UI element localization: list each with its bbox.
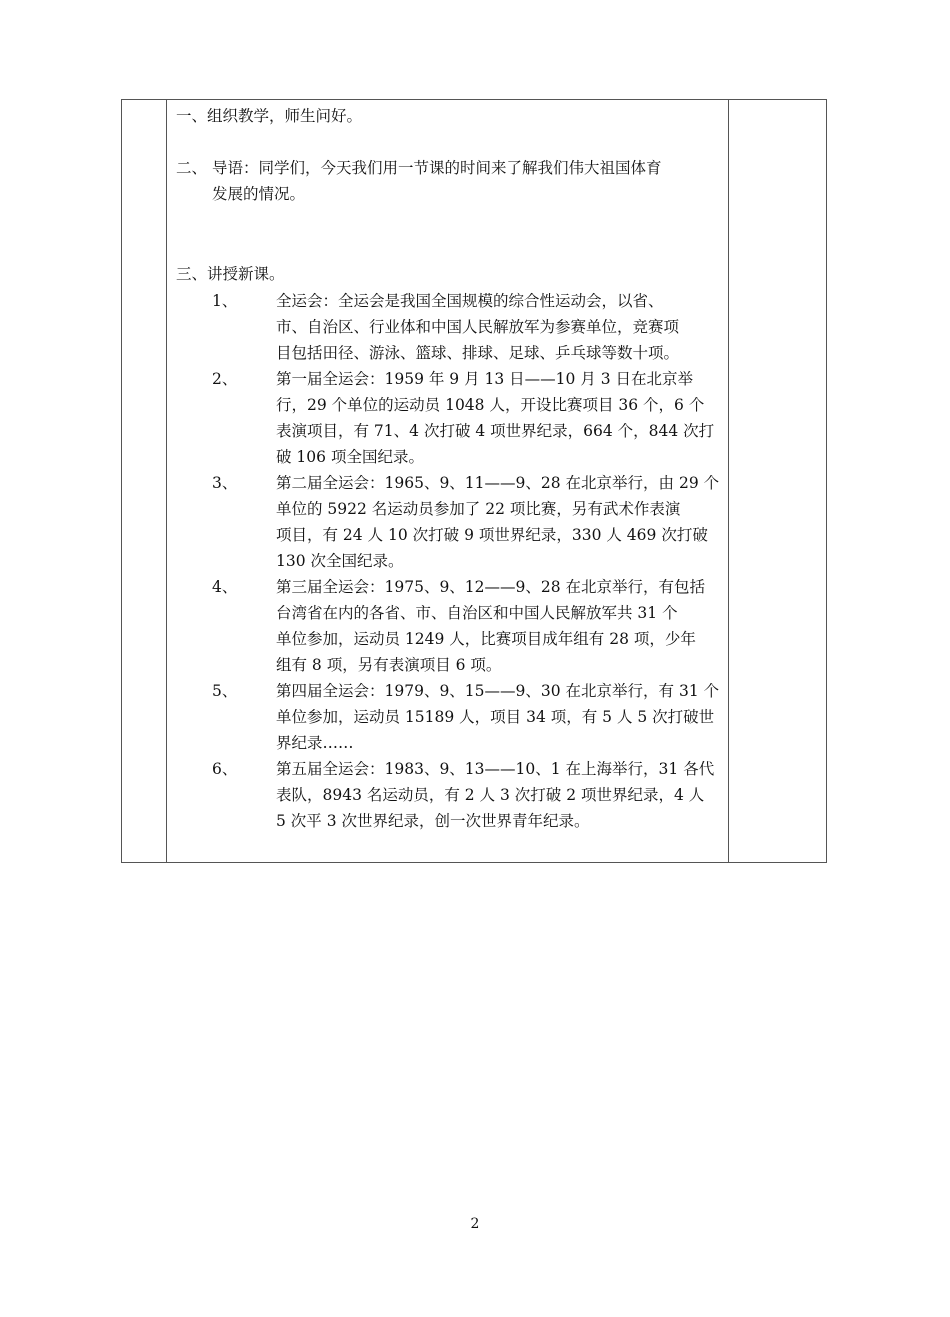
section-new-lesson-text: 三、讲授新课。 bbox=[176, 265, 285, 283]
list-item-number: 4、 bbox=[212, 578, 238, 596]
section-intro bbox=[176, 155, 724, 203]
list-item-body bbox=[276, 470, 724, 574]
section-organize bbox=[176, 103, 724, 129]
page-number: 2 bbox=[470, 1216, 480, 1232]
list-item-line: 目包括田径、游泳、篮球、排球、足球、乒乓球等数十项。 bbox=[276, 344, 680, 362]
list-item-line: 第五届全运会：1983、9、13——10、1 在上海举行，31 各代 bbox=[276, 760, 715, 778]
list-item-line: 全运会：全运会是我国全国规模的综合性运动会，以省、 bbox=[276, 292, 664, 310]
list-item-line: 项目，有 24 人 10 次打破 9 项世界纪录，330 人 469 次打破 bbox=[276, 526, 708, 544]
section-intro-text bbox=[212, 155, 724, 207]
list-item-line: 单位参加，运动员 1249 人，比赛项目成年组有 28 项，少年 bbox=[276, 630, 696, 648]
table-column-divider-left bbox=[166, 100, 167, 862]
list-item-line: 组有 8 项，另有表演项目 6 项。 bbox=[276, 656, 502, 674]
section-intro-line: 发展的情况。 bbox=[212, 185, 306, 203]
list-item-line: 130 次全国纪录。 bbox=[276, 552, 404, 570]
table-column-divider-right bbox=[728, 100, 729, 862]
list-item-number: 3、 bbox=[212, 474, 238, 492]
list-item-line: 破 106 项全国纪录。 bbox=[276, 448, 424, 466]
list-item-number: 2、 bbox=[212, 370, 238, 388]
list-item-line: 单位参加，运动员 15189 人，项目 34 项，有 5 人 5 次打破世 bbox=[276, 708, 715, 726]
list-item-number: 1、 bbox=[212, 292, 238, 310]
section-intro-line: 导语：同学们，今天我们用一节课的时间来了解我们伟大祖国体育 bbox=[212, 159, 662, 177]
list-item-line: 第一届全运会：1959 年 9 月 13 日——10 月 3 日在北京举 bbox=[276, 370, 694, 388]
lesson-table bbox=[121, 99, 827, 863]
list-item-line: 表演项目，有 71、4 次打破 4 项世界纪录，664 个，844 次打 bbox=[276, 422, 715, 440]
list-item-line: 单位的 5922 名运动员参加了 22 项比赛，另有武术作表演 bbox=[276, 500, 681, 518]
list-item-line: 台湾省在内的各省、市、自治区和中国人民解放军共 31 个 bbox=[276, 604, 678, 622]
section-new-lesson bbox=[176, 261, 724, 287]
section-organize-text: 一、组织教学，师生问好。 bbox=[176, 107, 363, 125]
section-intro-number: 二、 bbox=[176, 159, 208, 177]
list-item-line: 界纪录…… bbox=[276, 734, 354, 752]
list-item-body bbox=[276, 678, 724, 756]
list-item-number: 5、 bbox=[212, 682, 238, 700]
list-item-body bbox=[276, 288, 724, 366]
list-item-body bbox=[276, 756, 724, 834]
list-item-line: 表队，8943 名运动员，有 2 人 3 次打破 2 项世界纪录，4 人 bbox=[276, 786, 705, 804]
list-item-body bbox=[276, 574, 724, 678]
list-item-body bbox=[276, 366, 724, 470]
list-item-line: 第二届全运会：1965、9、11——9、28 在北京举行，由 29 个 bbox=[276, 474, 720, 492]
list-item-line: 市、自治区、行业体和中国人民解放军为参赛单位，竞赛项 bbox=[276, 318, 680, 336]
list-item-line: 5 次平 3 次世界纪录，创一次世界青年纪录。 bbox=[276, 812, 590, 830]
list-item-line: 行，29 个单位的运动员 1048 人，开设比赛项目 36 个，6 个 bbox=[276, 396, 705, 414]
list-item-number: 6、 bbox=[212, 760, 238, 778]
list-item-line: 第四届全运会：1979、9、15——9、30 在北京举行，有 31 个 bbox=[276, 682, 720, 700]
list-item-line: 第三届全运会：1975、9、12——9、28 在北京举行，有包括 bbox=[276, 578, 706, 596]
